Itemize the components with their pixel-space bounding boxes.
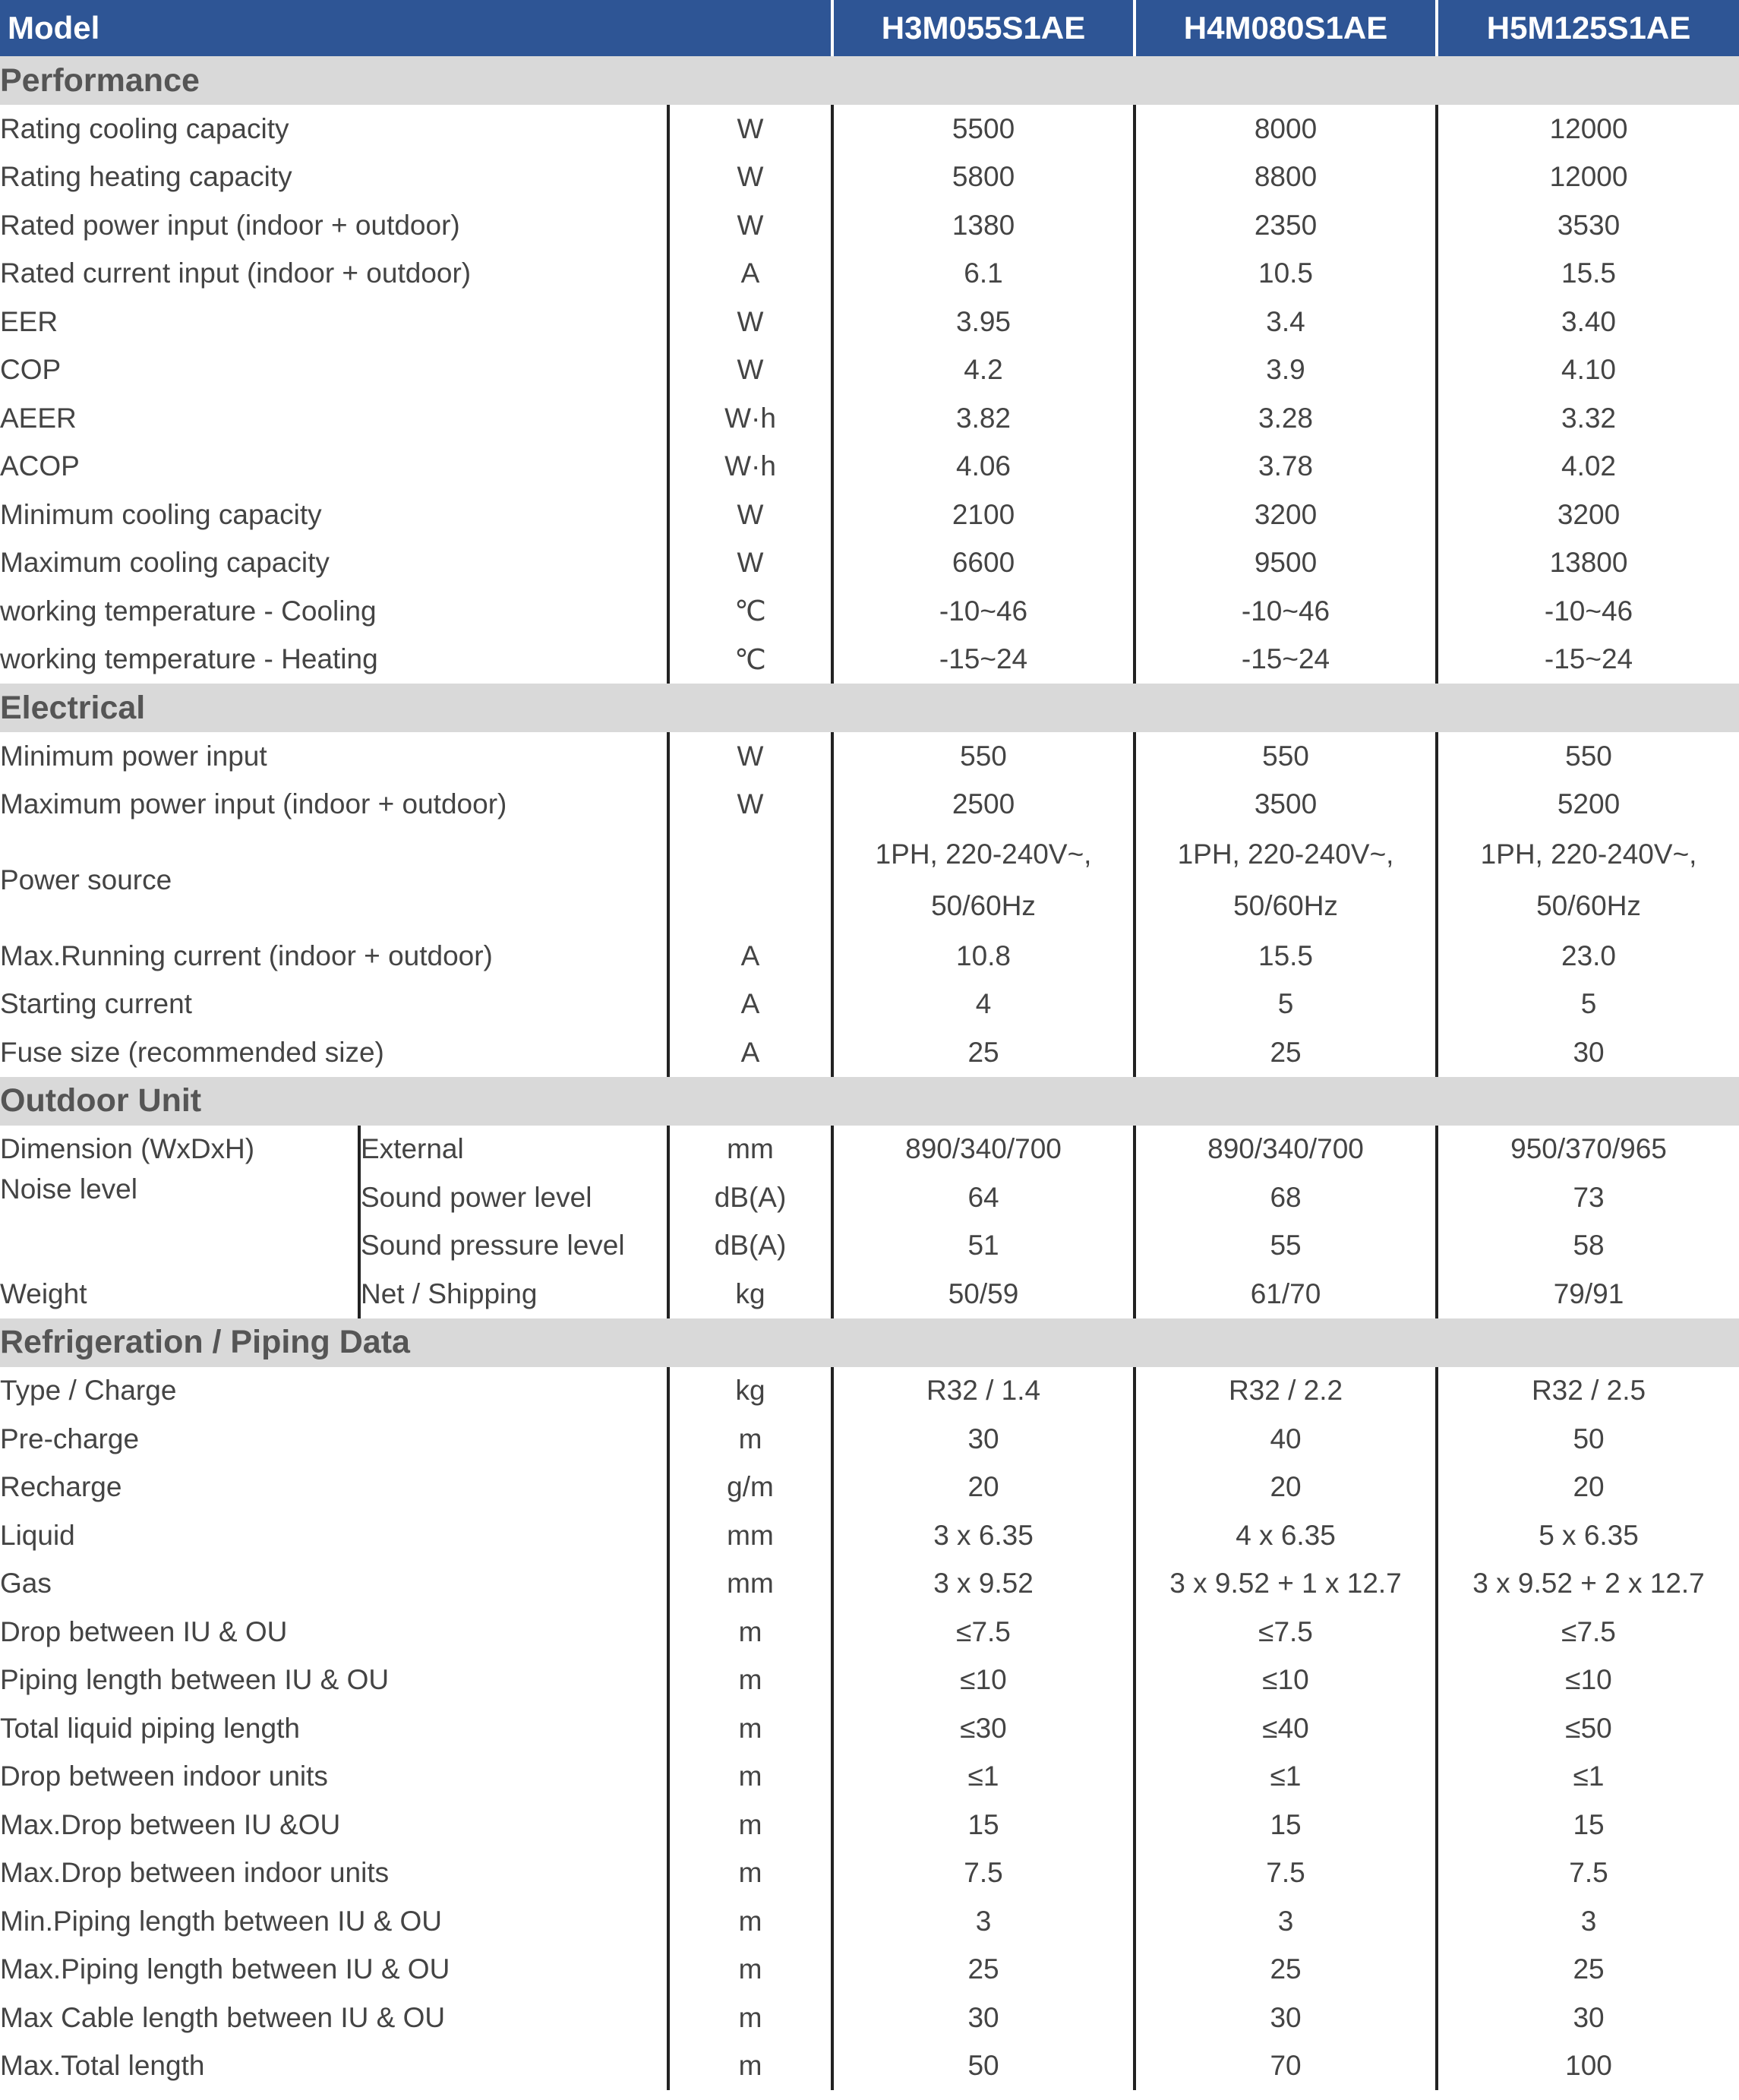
row-value: ≤7.5 — [1135, 1608, 1437, 1656]
row-value: 550 — [1135, 732, 1437, 781]
row-label: Rating heating capacity — [0, 153, 668, 202]
row-value: 30 — [1573, 2001, 1605, 2033]
row-value: 550 — [832, 732, 1135, 781]
row-value: ≤10 — [832, 1656, 1135, 1705]
spec-row — [0, 1801, 1739, 1849]
row-label: Max.Drop between indoor units — [0, 1849, 668, 1898]
row-value: 20 — [1135, 1464, 1437, 1512]
section-title: Refrigeration / Piping Data — [0, 1318, 1739, 1367]
row-value: 30 — [1135, 1994, 1437, 2042]
row-value: 20 — [1573, 1471, 1605, 1503]
row-value: 25 — [1573, 1953, 1605, 1985]
row-label: working temperature - Cooling — [0, 587, 668, 636]
row-value: 3200 — [1135, 491, 1437, 539]
row-value: 3.9 — [1135, 346, 1437, 395]
row-value: 890/340/700 — [832, 1126, 1135, 1174]
row-value: -10~46 — [1135, 587, 1437, 636]
row-label: Rated power input (indoor + outdoor) — [0, 201, 668, 250]
row-value: 51 — [832, 1222, 1135, 1271]
row-value: 30 — [832, 1994, 1135, 2042]
model-header-label: Model — [0, 0, 832, 56]
row-value: 25 — [832, 1946, 1135, 1994]
spec-row — [0, 1028, 1739, 1077]
row-value: 10.8 — [832, 932, 1135, 981]
section-row-electrical — [0, 684, 1739, 732]
row-sublabel: Net / Shipping — [359, 1270, 668, 1318]
row-label: Max.Running current (indoor + outdoor) — [0, 932, 668, 981]
row-value: 3200 — [1557, 498, 1621, 530]
row-unit: ℃ — [668, 636, 832, 684]
row-value: 50 — [1573, 1423, 1605, 1454]
spec-row — [0, 491, 1739, 539]
row-value: 7.5 — [1135, 1849, 1437, 1898]
row-value: 15 — [832, 1801, 1135, 1849]
row-value: 2500 — [832, 781, 1135, 829]
row-value: -15~24 — [1135, 636, 1437, 684]
row-value: 3 x 6.35 — [832, 1511, 1135, 1560]
model-header: H5M125S1AE — [1437, 0, 1739, 56]
row-label: AEER — [0, 394, 668, 443]
row-label: Weight — [0, 1270, 359, 1318]
row-value: 890/340/700 — [1135, 1126, 1437, 1174]
row-unit: m — [668, 1897, 832, 1946]
row-unit: m — [668, 1608, 832, 1656]
row-value: ≤50 — [1565, 1712, 1612, 1744]
row-label: Minimum cooling capacity — [0, 491, 668, 539]
row-value: 15.5 — [1135, 932, 1437, 981]
row-unit: m — [668, 2042, 832, 2091]
row-label: Max.Total length — [0, 2042, 668, 2091]
row-value: R32 / 1.4 — [832, 1367, 1135, 1416]
row-label: Drop between indoor units — [0, 1753, 668, 1802]
row-unit: ℃ — [668, 587, 832, 636]
row-value: 100 — [1565, 2050, 1612, 2082]
spec-row — [0, 105, 1739, 153]
row-value: 8000 — [1135, 105, 1437, 153]
row-label: Gas — [0, 1560, 668, 1609]
row-label: Pre-charge — [0, 1415, 668, 1464]
spec-row — [0, 981, 1739, 1029]
row-value: -10~46 — [832, 587, 1135, 636]
row-unit: W — [668, 346, 832, 395]
row-unit: A — [668, 932, 832, 981]
spec-row — [0, 250, 1739, 298]
row-value: 79/91 — [1553, 1277, 1624, 1309]
row-unit: kg — [668, 1270, 832, 1318]
row-value: 6600 — [832, 539, 1135, 588]
row-value: 6.1 — [832, 250, 1135, 298]
row-value: 30 — [1573, 1036, 1605, 1068]
row-value: 9500 — [1135, 539, 1437, 588]
row-value: 5200 — [1557, 788, 1621, 820]
row-value: 4.10 — [1561, 354, 1617, 386]
row-value: ≤7.5 — [1561, 1615, 1616, 1647]
row-value: ≤30 — [832, 1704, 1135, 1753]
row-value: 10.5 — [1135, 250, 1437, 298]
row-sublabel: Sound pressure level — [359, 1222, 668, 1271]
section-title: Outdoor Unit — [0, 1077, 1739, 1126]
row-value: 15 — [1135, 1801, 1437, 1849]
row-value: 7.5 — [832, 1849, 1135, 1898]
row-value: R32 / 2.5 — [1531, 1375, 1646, 1407]
row-value: 23.0 — [1561, 939, 1617, 971]
row-label: Minimum power input — [0, 732, 668, 781]
row-label: Max.Piping length between IU & OU — [0, 1946, 668, 1994]
row-value: 4.06 — [832, 443, 1135, 491]
row-unit: m — [668, 1753, 832, 1802]
spec-row — [0, 1126, 1739, 1174]
row-value: 5 — [1135, 981, 1437, 1029]
row-unit: m — [668, 1656, 832, 1705]
row-value: 1PH, 220-240V~, 50/60Hz — [1135, 829, 1437, 932]
row-label: COP — [0, 346, 668, 395]
row-unit: m — [668, 1704, 832, 1753]
row-label: Rating cooling capacity — [0, 105, 668, 153]
section-title: Performance — [0, 56, 1739, 105]
spec-row — [0, 394, 1739, 443]
row-value: 40 — [1135, 1415, 1437, 1464]
spec-row — [0, 1415, 1739, 1464]
row-label: Noise level — [0, 1173, 359, 1222]
row-value: 15 — [1573, 1808, 1605, 1840]
row-value: 3.78 — [1135, 443, 1437, 491]
row-value: 50 — [832, 2042, 1135, 2091]
row-value: 4 x 6.35 — [1135, 1511, 1437, 1560]
row-label — [0, 1222, 359, 1271]
row-unit: W·h — [668, 394, 832, 443]
spec-row — [0, 1222, 1739, 1271]
row-value: 50/59 — [832, 1270, 1135, 1318]
row-value: 15.5 — [1561, 257, 1617, 289]
row-value: 3500 — [1135, 781, 1437, 829]
row-value: 3 x 9.52 — [832, 1560, 1135, 1609]
spec-row — [0, 1173, 1739, 1222]
model-header: H4M080S1AE — [1135, 0, 1437, 56]
row-value: 5500 — [832, 105, 1135, 153]
section-row-piping — [0, 1318, 1739, 1367]
spec-row — [0, 346, 1739, 395]
section-row-performance — [0, 56, 1739, 105]
row-unit: A — [668, 250, 832, 298]
row-value: 1PH, 220-240V~, 50/60Hz — [1480, 838, 1697, 921]
row-value: ≤7.5 — [832, 1608, 1135, 1656]
row-value: 2350 — [1135, 201, 1437, 250]
spec-row — [0, 1656, 1739, 1705]
spec-row — [0, 1946, 1739, 1994]
row-unit: A — [668, 1028, 832, 1077]
row-value: 73 — [1573, 1181, 1605, 1213]
spec-row — [0, 1753, 1739, 1802]
row-unit: mm — [668, 1511, 832, 1560]
row-label: Recharge — [0, 1464, 668, 1512]
row-value: 20 — [832, 1464, 1135, 1512]
row-label: Type / Charge — [0, 1367, 668, 1416]
row-value: ≤1 — [832, 1753, 1135, 1802]
row-value: 3530 — [1557, 209, 1621, 241]
row-unit: mm — [668, 1560, 832, 1609]
row-value: 25 — [832, 1028, 1135, 1077]
row-value: 64 — [832, 1173, 1135, 1222]
row-value: 68 — [1135, 1173, 1437, 1222]
row-value: 3.28 — [1135, 394, 1437, 443]
row-value: 58 — [1573, 1230, 1605, 1262]
row-label: Drop between IU & OU — [0, 1608, 668, 1656]
row-unit: m — [668, 1849, 832, 1898]
row-label: Fuse size (recommended size) — [0, 1028, 668, 1077]
row-value: R32 / 2.2 — [1135, 1367, 1437, 1416]
spec-row — [0, 298, 1739, 346]
section-row-outdoor — [0, 1077, 1739, 1126]
row-sublabel: Sound power level — [359, 1173, 668, 1222]
row-value: 25 — [1135, 1028, 1437, 1077]
row-unit: W — [668, 732, 832, 781]
row-label: ACOP — [0, 443, 668, 491]
row-label: working temperature - Heating — [0, 636, 668, 684]
row-unit: W — [668, 781, 832, 829]
row-value: 3.95 — [832, 298, 1135, 346]
row-value: 55 — [1135, 1222, 1437, 1271]
row-label: Max Cable length between IU & OU — [0, 1994, 668, 2042]
row-value: ≤10 — [1565, 1664, 1612, 1696]
row-unit: W — [668, 153, 832, 202]
row-value: -10~46 — [1544, 595, 1633, 627]
row-label: Min.Piping length between IU & OU — [0, 1897, 668, 1946]
row-value: 61/70 — [1135, 1270, 1437, 1318]
section-title: Electrical — [0, 684, 1739, 732]
spec-row — [0, 1560, 1739, 1609]
spec-row — [0, 781, 1739, 829]
row-value: 8800 — [1135, 153, 1437, 202]
row-label: Starting current — [0, 981, 668, 1029]
row-unit: m — [668, 1415, 832, 1464]
spec-row — [0, 153, 1739, 202]
spec-row — [0, 932, 1739, 981]
row-value: 950/370/965 — [1510, 1133, 1667, 1165]
row-value: -15~24 — [832, 636, 1135, 684]
row-value: 2100 — [832, 491, 1135, 539]
row-value: 550 — [1565, 740, 1612, 772]
row-value: 3.32 — [1561, 402, 1617, 434]
row-value: 13800 — [1549, 547, 1628, 579]
row-value: 3 — [1580, 1905, 1597, 1937]
row-value: ≤10 — [1135, 1656, 1437, 1705]
row-value: ≤1 — [1573, 1761, 1605, 1792]
row-unit: kg — [668, 1367, 832, 1416]
row-unit: mm — [668, 1126, 832, 1174]
row-value: 25 — [1135, 1946, 1437, 1994]
row-value: 4.02 — [1561, 450, 1617, 482]
row-label: Dimension (WxDxH) — [0, 1126, 359, 1174]
spec-row — [0, 829, 1739, 932]
row-label: Power source — [0, 829, 668, 932]
row-value: ≤1 — [1135, 1753, 1437, 1802]
row-value: 3.82 — [832, 394, 1135, 443]
row-unit: m — [668, 1994, 832, 2042]
row-value: 4.2 — [832, 346, 1135, 395]
spec-row — [0, 1270, 1739, 1318]
row-label: EER — [0, 298, 668, 346]
row-unit: W — [668, 201, 832, 250]
row-value: -15~24 — [1544, 643, 1633, 675]
model-header: H3M055S1AE — [832, 0, 1135, 56]
row-value: 1PH, 220-240V~, 50/60Hz — [832, 829, 1135, 932]
row-unit: W — [668, 298, 832, 346]
row-value: 7.5 — [1569, 1857, 1608, 1889]
row-value: 3 x 9.52 + 2 x 12.7 — [1472, 1568, 1705, 1599]
row-label: Maximum power input (indoor + outdoor) — [0, 781, 668, 829]
spec-row — [0, 1511, 1739, 1560]
spec-row — [0, 1994, 1739, 2042]
row-sublabel: External — [359, 1126, 668, 1174]
row-value: 3 — [832, 1897, 1135, 1946]
row-value: 3 x 9.52 + 1 x 12.7 — [1135, 1560, 1437, 1609]
row-value: 3.4 — [1135, 298, 1437, 346]
spec-row — [0, 636, 1739, 684]
spec-row — [0, 1367, 1739, 1416]
spec-row — [0, 732, 1739, 781]
spec-row — [0, 2042, 1739, 2091]
row-value: 70 — [1135, 2042, 1437, 2091]
row-unit: W·h — [668, 443, 832, 491]
row-unit: m — [668, 1946, 832, 1994]
row-label: Piping length between IU & OU — [0, 1656, 668, 1705]
row-unit: g/m — [668, 1464, 832, 1512]
row-label: Liquid — [0, 1511, 668, 1560]
header-row — [0, 0, 1739, 56]
row-value: 12000 — [1549, 161, 1628, 193]
row-unit: dB(A) — [668, 1173, 832, 1222]
spec-row — [0, 1464, 1739, 1512]
row-value: 3 — [1135, 1897, 1437, 1946]
spec-row — [0, 587, 1739, 636]
row-value: 5 — [1580, 988, 1597, 1020]
row-unit — [668, 829, 832, 932]
spec-row — [0, 1704, 1739, 1753]
spec-row — [0, 201, 1739, 250]
row-unit: W — [668, 105, 832, 153]
spec-row — [0, 539, 1739, 588]
spec-row — [0, 1849, 1739, 1898]
spec-row — [0, 1608, 1739, 1656]
row-unit: dB(A) — [668, 1222, 832, 1271]
row-value: 12000 — [1549, 112, 1628, 144]
row-unit: W — [668, 491, 832, 539]
row-value: 1380 — [832, 201, 1135, 250]
row-value: 3.40 — [1561, 305, 1617, 337]
row-label: Max.Drop between IU &OU — [0, 1801, 668, 1849]
row-label: Total liquid piping length — [0, 1704, 668, 1753]
row-value: 30 — [832, 1415, 1135, 1464]
row-label: Rated current input (indoor + outdoor) — [0, 250, 668, 298]
row-value: 4 — [832, 981, 1135, 1029]
spec-row — [0, 443, 1739, 491]
row-value: ≤40 — [1135, 1704, 1437, 1753]
row-unit: W — [668, 539, 832, 588]
row-unit: m — [668, 1801, 832, 1849]
spec-row — [0, 1897, 1739, 1946]
row-unit: A — [668, 981, 832, 1029]
row-value: 5800 — [832, 153, 1135, 202]
row-value: 5 x 6.35 — [1539, 1519, 1639, 1551]
row-label: Maximum cooling capacity — [0, 539, 668, 588]
